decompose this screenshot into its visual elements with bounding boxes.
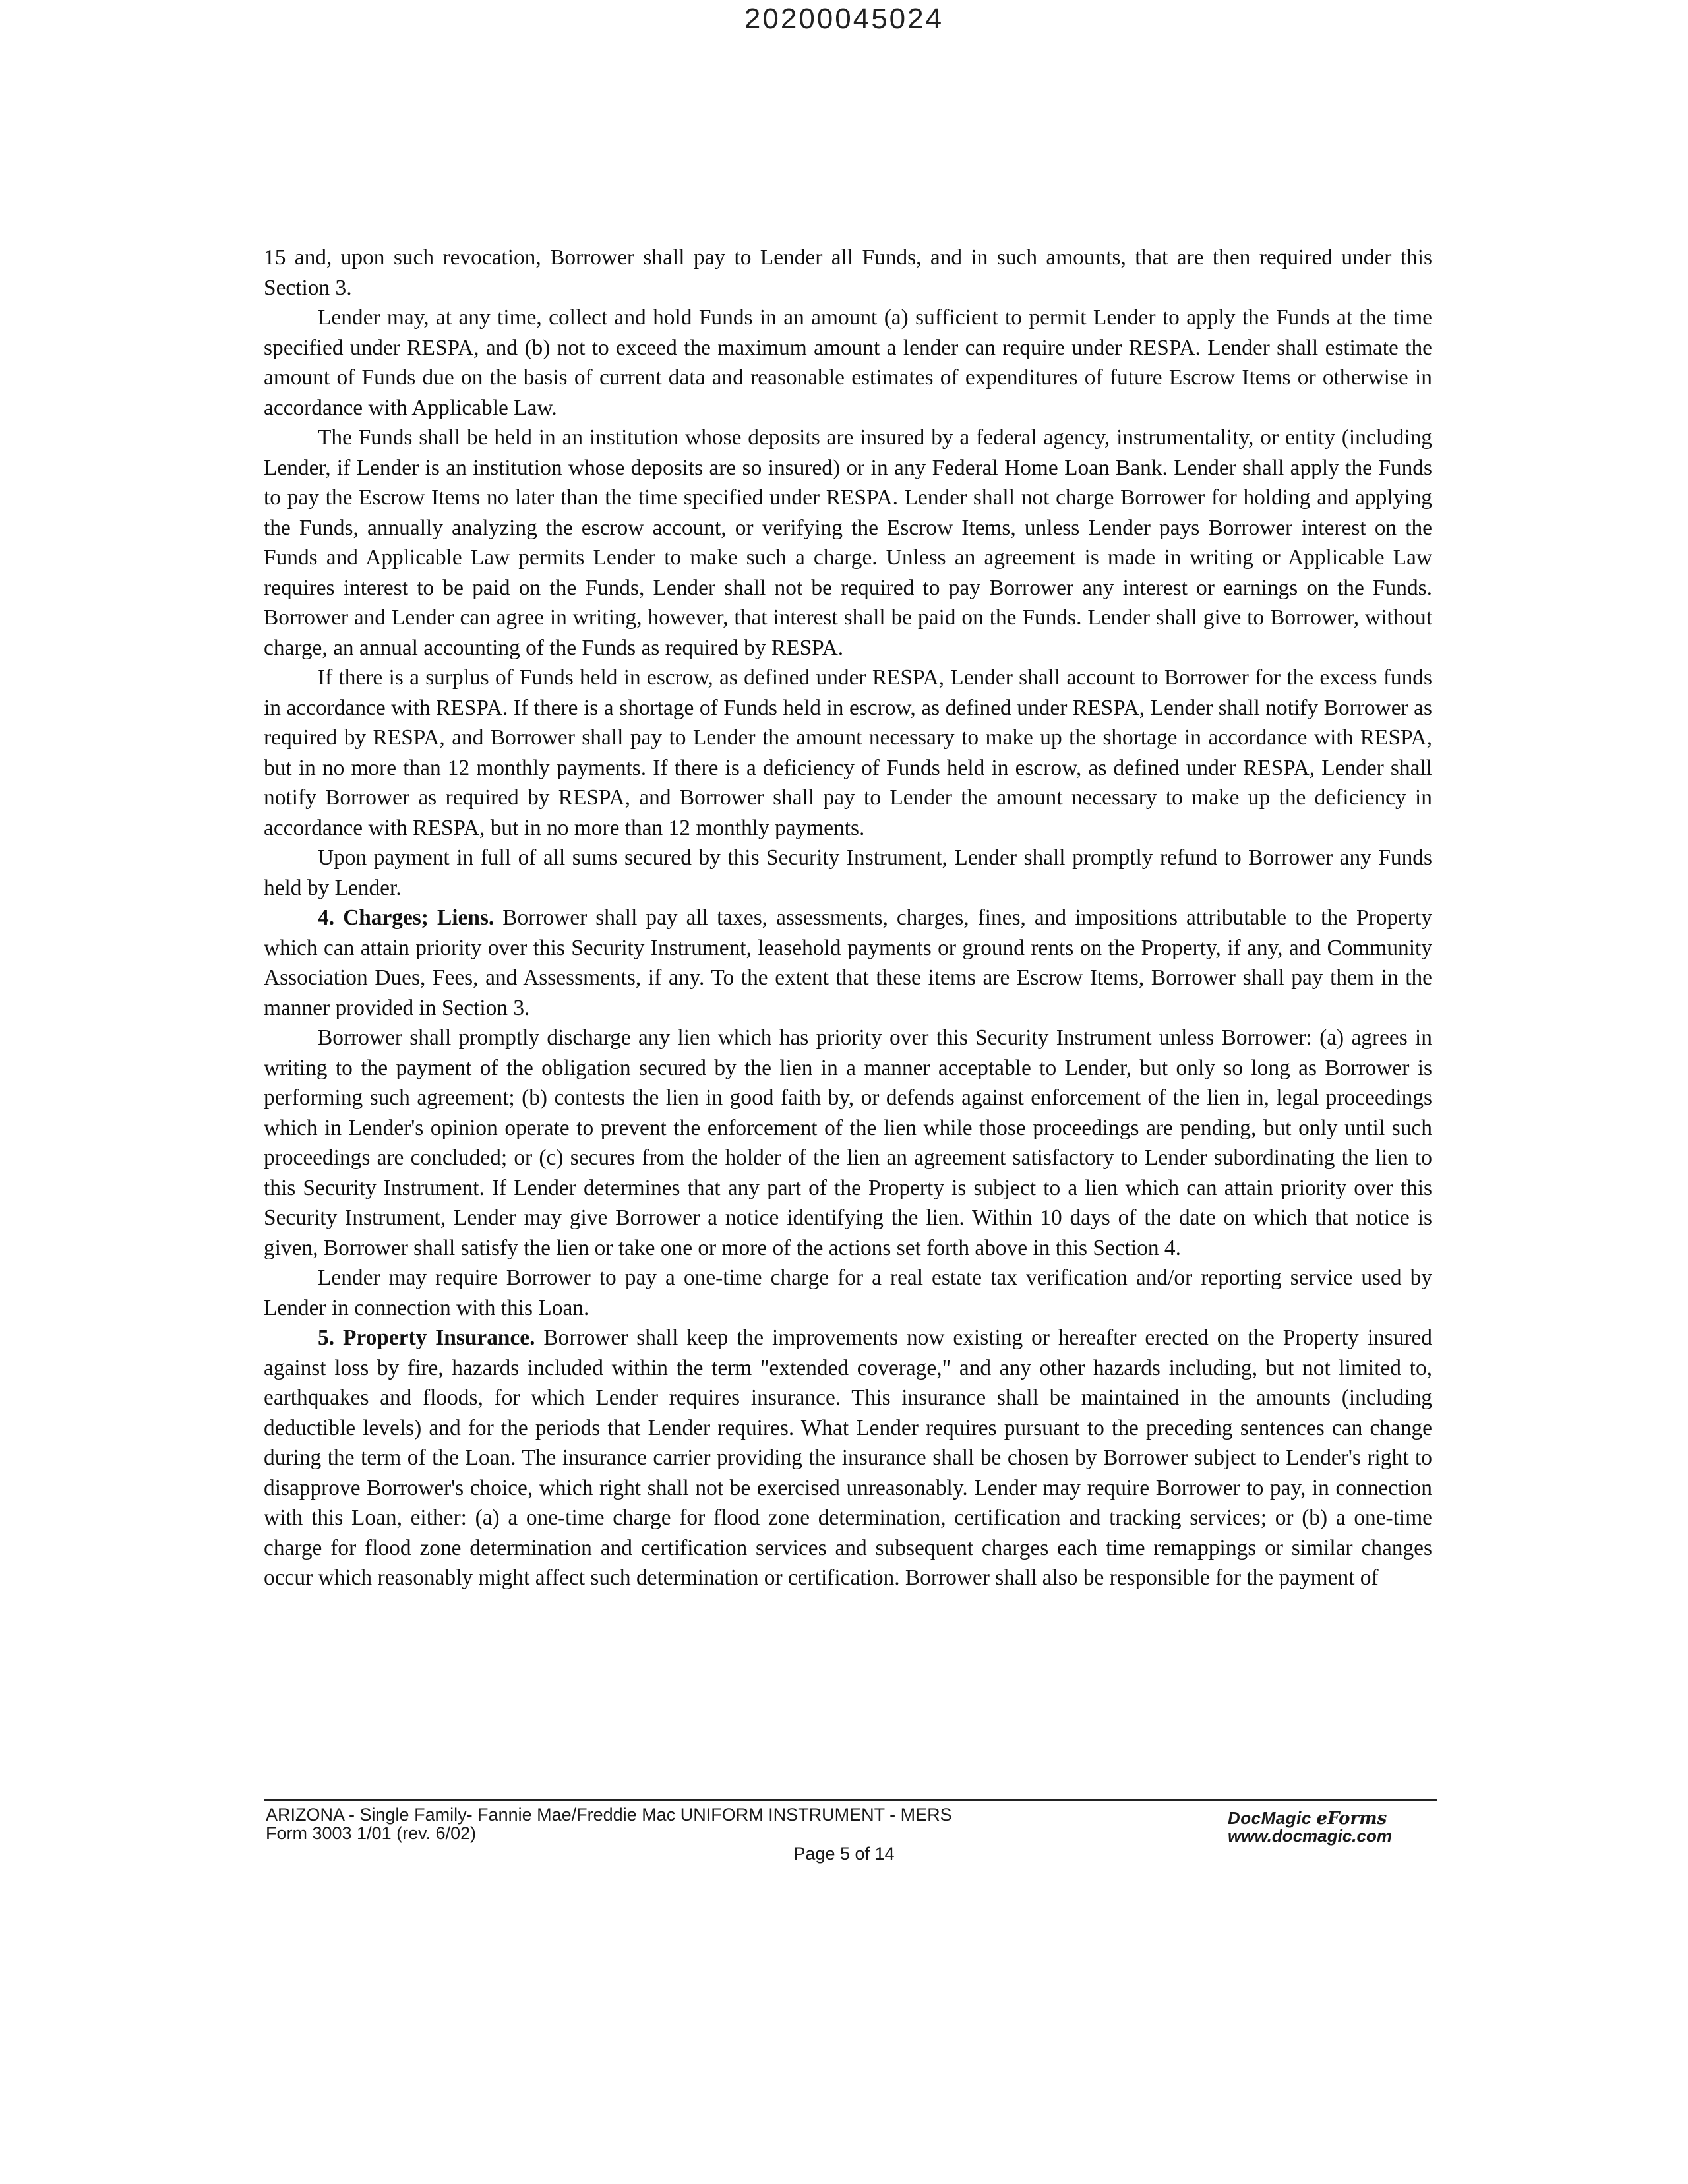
paragraph: The Funds shall be held in an institution whose deposits are insured by a federal agency, instrumentality, or entity (including Lender, if Lender is an institution whose deposits are so insured) or in any Federal Home Loan Bank. Lender shall apply the Funds to pay the Escrow Items no later than the time specified under RESPA. Lender shall not charge Borrower for holding and applying the Funds, annually analyzing the escrow account, or verifying the Escrow Items, unless Lender pays Borrower interest on the Funds and Applicable Law permits Lender to make such a charge. Unless an agreement is made in writing or Applicable Law requires interest to be paid on the Funds, Lender shall not be required to pay Borrower any interest or earnings on the Funds. Borrower and Lender can agree in writing, however, that interest shall be paid on the Funds. Lender shall give to Borrower, without charge, an annual accounting of the Funds as required by RESPA. <box>264 425 1432 660</box>
section-heading: 5. Property Insurance. <box>318 1325 535 1350</box>
brand-name: DocMagic eForms <box>1228 1808 1387 1829</box>
paragraph: Lender may require Borrower to pay a one-time charge for a real estate tax verification and/or reporting service used by Lender in connection with this Loan. <box>264 1265 1432 1320</box>
page-number: Page 5 of 14 <box>793 1844 895 1864</box>
paragraph: Lender may, at any time, collect and hold Funds in an amount (a) sufficient to permit Lender to apply the Funds at the time specified under RESPA, and (b) not to exceed the maximum amount a lender can require under RESPA. Lender shall estimate the amount of Funds due on the basis of current data and reasonable estimates of expenditures of future Escrow Items or otherwise in accordance with Applicable Law. <box>264 305 1432 420</box>
footer-divider <box>264 1799 1437 1801</box>
paragraph: If there is a surplus of Funds held in escrow, as defined under RESPA, Lender shall account to Borrower for the excess funds in accordance with RESPA. If there is a shortage of Funds held in escrow, as defined under RESPA, Lender shall notify Borrower as required by RESPA, and Borrower shall pay to Lender the amount necessary to make up the shortage in accordance with RESPA, but in no more than 12 monthly payments. If there is a deficiency of Funds held in escrow, as defined under RESPA, Lender shall notify Borrower as required by RESPA, and Borrower shall pay to Lender the amount necessary to make up the deficiency in accordance with RESPA, but in no more than 12 monthly payments. <box>264 665 1432 840</box>
section-text: Borrower shall pay all taxes, assessments, charges, fines, and impositions attributable to the Property which can attain priority over this Security Instrument, leasehold payments or ground rents on the Property, if any, and Community Association Dues, Fees, and Assessments, if any. To the extent that these items are Escrow Items, Borrower shall pay them in the manner provided in Section 3. <box>264 905 1432 1020</box>
section-text: Borrower shall keep the improvements now existing or hereafter erected on the Property insured against loss by fire, hazards included within the term "extended coverage," and any other hazards including, but not limited to, earthquakes and floods, for which Lender requires insurance. This insurance shall be maintained in the amounts (including deductible levels) and for the periods that Lender requires. What Lender requires pursuant to the preceding sentences can change during the term of the Loan. The insurance carrier providing the insurance shall be chosen by Borrower subject to Lender's right to disapprove Borrower's choice, which right shall not be exercised unreasonably. Lender may require Borrower to pay, in connection with this Loan, either: (a) a one-time charge for flood zone determination, certification and tracking services; or (b) a one-time charge for flood zone determination and certification services and subsequent charges each time remappings or similar changes occur which reasonably might affect such determination or certification. Borrower shall also be responsible for the payment of <box>264 1325 1432 1590</box>
form-title: ARIZONA - Single Family- Fannie Mae/Freddie Mac UNIFORM INSTRUMENT - MERS <box>266 1805 952 1825</box>
form-number: Form 3003 1/01 (rev. 6/02) <box>266 1823 477 1843</box>
form-identifier <box>266 1805 952 1842</box>
paragraph: 15 and, upon such revocation, Borrower shall pay to Lender all Funds, and in such amounts, that are then required under this Section 3. <box>264 245 1432 300</box>
section-paragraph <box>264 903 1432 1023</box>
eforms-mark: eForms <box>1316 1809 1387 1829</box>
brand-website: www.docmagic.com <box>1228 1826 1392 1846</box>
recording-number: 20200045024 <box>744 3 944 35</box>
paragraph: Borrower shall promptly discharge any lien which has priority over this Security Instrument unless Borrower: (a) agrees in writing to the payment of the obligation secured by the lien in a manner acceptable to Lender, but only so long as Borrower is performing such agreement; (b) contests the lien in good faith by, or defends against enforcement of the lien in, legal proceedings which in Lender's opinion operate to prevent the enforcement of the lien while those proceedings are pending, but only until such proceedings are concluded; or (c) secures from the holder of the lien an agreement satisfactory to Lender subordinating the lien to this Security Instrument. If Lender determines that any part of the Property is subject to a lien which can attain priority over this Security Instrument, Lender may give Borrower a notice identifying the lien. Within 10 days of the date on which that notice is given, Borrower shall satisfy the lien or take one or more of the actions set forth above in this Section 4. <box>264 1025 1432 1260</box>
section-paragraph <box>264 1323 1432 1593</box>
docmagic-logo <box>1228 1809 1432 1844</box>
document-body <box>264 243 1432 1593</box>
section-heading: 4. Charges; Liens. <box>318 905 495 930</box>
paragraph: Upon payment in full of all sums secured by this Security Instrument, Lender shall promptly refund to Borrower any Funds held by Lender. <box>264 845 1432 900</box>
